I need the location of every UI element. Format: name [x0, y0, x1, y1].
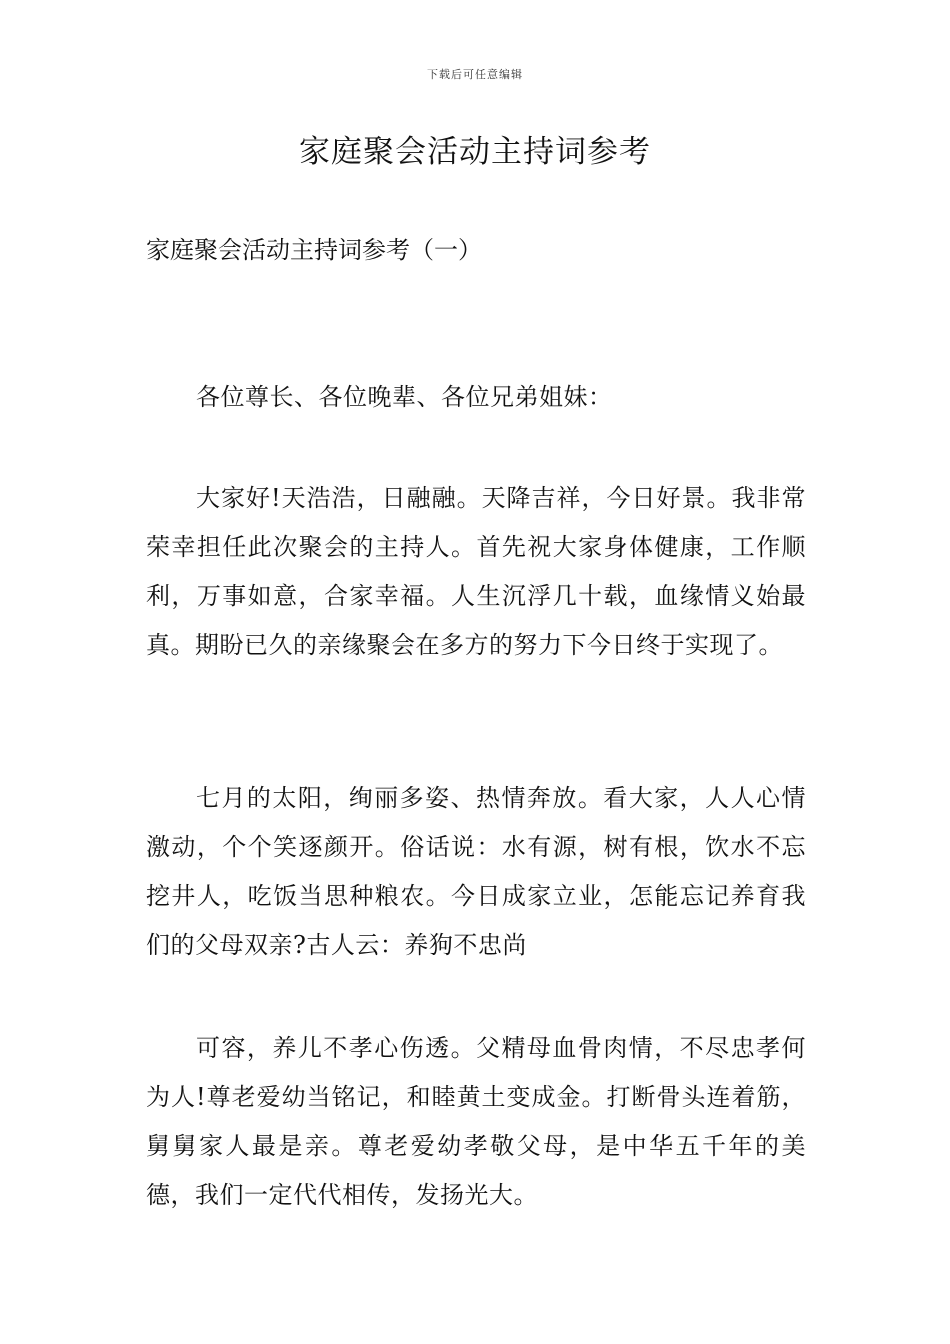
body-paragraph: 大家好!天浩浩，日融融。天降吉祥，今日好景。我非常荣幸担任此次聚会的主持人。首先祝大家身体健康，工作顺利，万事如意，合家幸福。人生沉浮几十载，血缘情义始最真。期盼已久的亲缘聚会在多方的努力下今日终于实现了。 [146, 484, 806, 659]
body-paragraph: 可容，养儿不孝心伤透。父精母血骨肉情，不尽忠孝何为人!尊老爱幼当铭记，和睦黄土变成金。打断骨头连着筋，舅舅家人最是亲。尊老爱幼孝敬父母，是中华五千年的美德，我们一定代代相传，发扬光大。 [146, 1034, 806, 1209]
document-title: 家庭聚会活动主持词参考 [299, 134, 651, 170]
section-subtitle: 家庭聚会活动主持词参考（一） [146, 236, 482, 264]
greeting-paragraph: 各位尊长、各位晚辈、各位兄弟姐妹： [196, 383, 613, 411]
body-paragraph: 七月的太阳，绚丽多姿、热情奔放。看大家，人人心情激动，个个笑逐颜开。俗话说：水有源，树有根，饮水不忘挖井人，吃饭当思种粮农。今日成家立业，怎能忘记养育我们的父母双亲?古人云：养狗不忠尚 [146, 784, 806, 959]
header-note: 下载后可任意编辑 [427, 68, 523, 81]
